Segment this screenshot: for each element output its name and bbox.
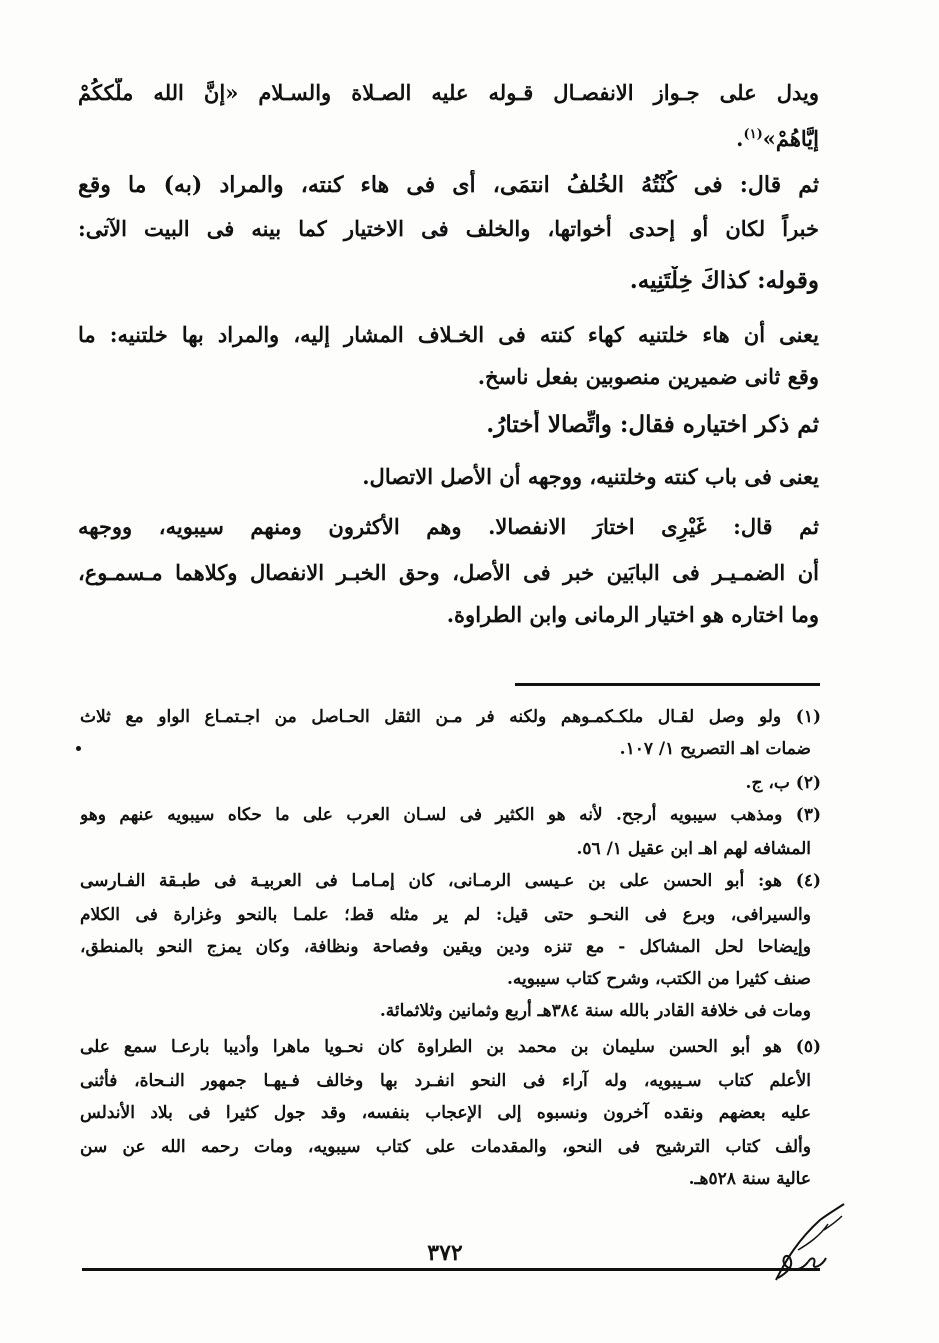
footnote-3-line-2: المشافه لهم اهـ ابن عقيل ١/ ٥٦. — [576, 839, 811, 859]
body-line-5: وقوله: كذاكَ خِلْتَنِيه. — [629, 267, 819, 294]
body-line-11: أن الضمـيـر فى البابَين خبر فى الأصل، وحق الخبـر الانفصال وكلاهما مـسمـوع، — [78, 560, 819, 585]
body-line-6: يعنى أن هاء خلتنيه كهاء كنته فى الخـلاف المشار إليه، والمراد بها خلتنيه: ما — [78, 322, 819, 347]
footnote-3-line-1: (٣) ومذهب سيبويه أرجح. لأنه هو الكثير فى لسـان العرب على ما حكاه سيبويه عنهم وهو — [80, 805, 821, 825]
footnote-4-line-2: والسيرافى، وبرع فى النحـو حتى قيل: لم ير مثله قط؛ علمـا بالنحو وغزارة فى الكلام — [80, 905, 811, 925]
page-number: ٣٧٢ — [427, 1240, 463, 1266]
footnote-5-line-1: (٥) هو أبو الحسن سليمان بن محمد بن الطراوة كان نحـويا ماهرا وأديبا بارعـا سمع على — [80, 1037, 821, 1057]
footnote-separator — [515, 683, 820, 686]
handwritten-signature — [768, 1200, 848, 1286]
footnote-2: (٢) ب، ج. — [745, 773, 821, 793]
body-line-2-text: إيَّاهُمْ» — [762, 126, 819, 151]
footnote-1-line-2: ضمات اهـ التصريح ١/ ١٠٧. — [619, 739, 811, 759]
body-line-12: وما اختاره هو اختيار الرمانى وابن الطراوة. — [446, 602, 819, 627]
body-line-9: يعنى فى باب كنته وخلتنيه، ووجهه أن الأصل الاتصال. — [362, 464, 819, 489]
footnote-4-line-3: وإيضاحا لحل المشاكل - مع تنزه ودين ويقين وفصاحة ونظافة، وكان يمزج النحو بالمنطق، — [80, 937, 811, 957]
footnote-4-line-1: (٤) هو: أبو الحسن على بن عـيسى الرمـانى، كان إمـامـا فى العربيـة فى طبـقة الفـارسى — [80, 871, 821, 891]
body-line-7: وقع ثانى ضميرين منصوبين بفعل ناسخ. — [477, 364, 819, 389]
body-line-2: إيَّاهُمْ»$^{(١)}$. — [736, 126, 819, 151]
body-line-8: ثم ذكر اختياره فقال: واتِّصالا أختارُ. — [486, 411, 819, 438]
footnote-5-line-2: الأعلم كتاب سـيبويه، وله آراء فى النحو انفـرد بها وخالف فـيهـا جمهور النـحاة، فأثنى — [80, 1071, 811, 1091]
bottom-rule — [82, 1268, 820, 1271]
footnote-5-line-5: عالية سنة ٥٢٨هـ. — [688, 1169, 811, 1189]
body-line-3-text: ثم قال: فى كُنْتُهُ الخُلفُ انتمَى، أى فى هاء كنته، والمراد (به) ما وقع — [78, 172, 819, 198]
footnote-4-line-5: ومات فى خلافة القادر بالله سنة ٣٨٤هـ أربع وثمانين وثلاثمائة. — [379, 1001, 811, 1021]
footnote-5-line-3: عليه بعضهم ونقده آخرون ونسبوه إلى الإعجاب بنفسه، وقد جول كثيرا فى بلاد الأندلس — [80, 1103, 811, 1123]
footnote-5-line-4: وألف كتاب الترشيح فى النحو، والمقدمات على كتاب سيبويه، ومات رحمه الله عن سن — [80, 1137, 811, 1157]
footnote-4-line-4: صنف كثيرا من الكتب، وشرح كتاب سيبويه. — [506, 969, 811, 989]
body-line-4: خبراً لكان أو إحدى أخواتها، والخلف فى الاختيار كما بينه فى البيت الآتى: — [78, 216, 819, 241]
footnote-1-line-1: (١) ولو وصل لقـال ملكـكمـوهم ولكنه فر مـن الثقل الحـاصل من اجـتمـاع الواو مع ثلاث — [80, 707, 821, 727]
footnote-ref-1[interactable]: (١) — [743, 127, 763, 142]
body-line-10: ثم قال: غَيْرِى اختارَ الانفصالا. وهم الأكثرون ومنهم سيبويه، ووجهه — [78, 514, 819, 539]
body-line-1: ويدل على جـواز الانفصـال قـوله عليه الصـلاة والسـلام «إنَّ الله ملَّككُمْ — [78, 80, 819, 105]
body-line-3 — [78, 170, 819, 200]
